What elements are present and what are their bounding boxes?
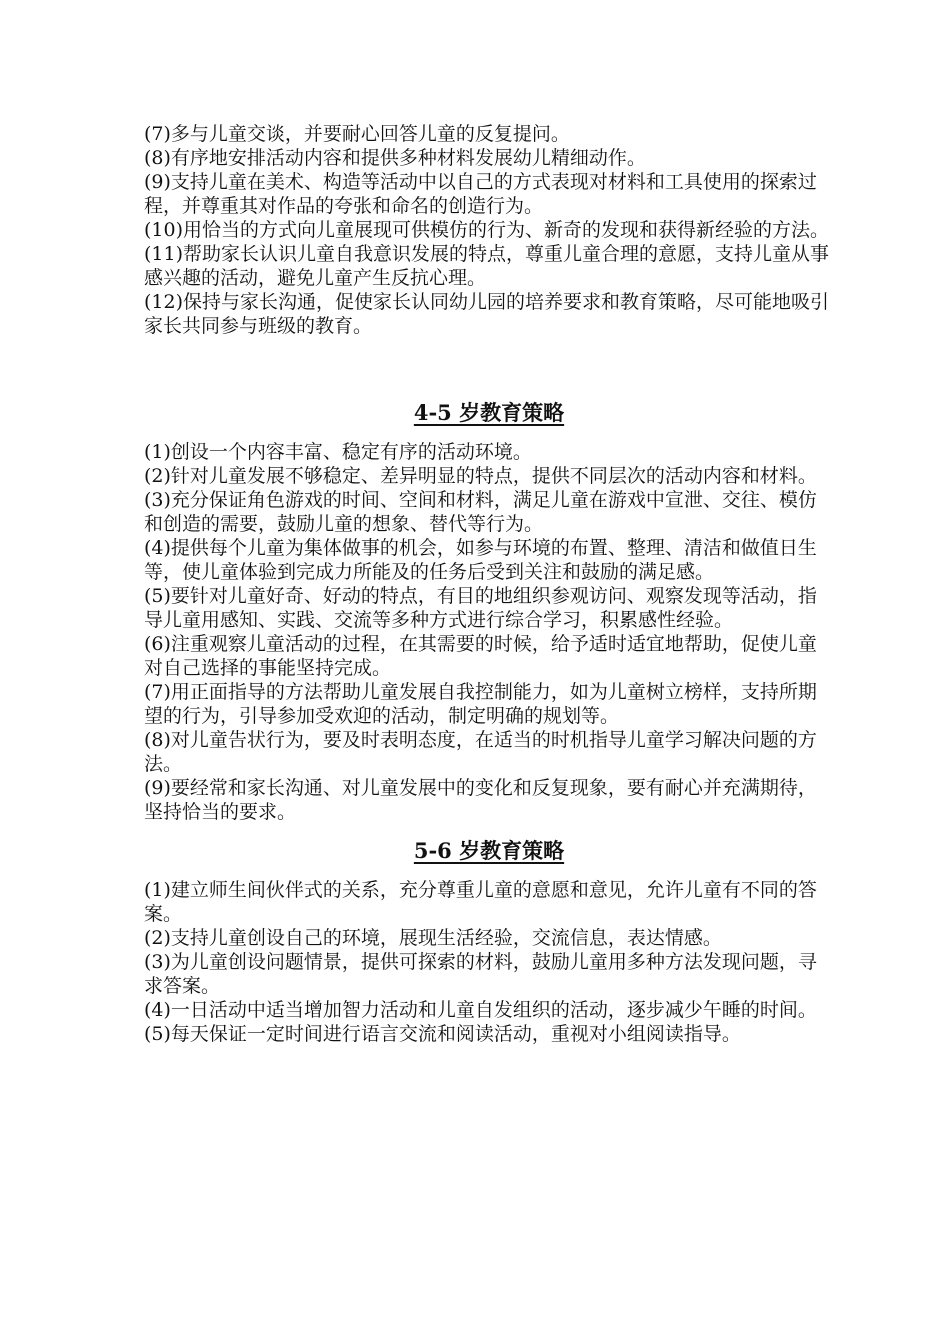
list-item: (10)用恰当的方式向儿童展现可供模仿的行为、新奇的发现和获得新经验的方法。 xyxy=(144,219,830,241)
section-4-5-strategies xyxy=(144,398,834,824)
list-item: (1)创设一个内容丰富、稳定有序的活动环境。 xyxy=(144,441,532,463)
list-item: (5)要针对儿童好奇、好动的特点，有目的地组织参观访问、观察发现等活动，指导儿童用感知、实践、交流等多种方式进行综合学习，积累感性经验。 xyxy=(144,585,817,631)
spacer xyxy=(144,824,834,836)
list-item: (3)为儿童创设问题情景，提供可探索的材料，鼓励儿童用多种方法发现问题，寻求答案。 xyxy=(144,951,817,997)
list-item: (12)保持与家长沟通，促使家长认同幼儿园的培养要求和教育策略，尽可能地吸引家长共同参与班级的教育。 xyxy=(144,291,830,337)
section-title-5-6: 5-6 岁教育策略 xyxy=(413,838,565,863)
list-item: (3)充分保证角色游戏的时间、空间和材料，满足儿童在游戏中宣泄、交往、模仿和创造的需要，鼓励儿童的想象、替代等行为。 xyxy=(144,489,817,535)
section-continued-strategies xyxy=(144,122,834,338)
list-item: (2)支持儿童创设自己的环境，展现生活经验，交流信息，表达情感。 xyxy=(144,927,722,949)
list-item: (9)要经常和家长沟通、对儿童发展中的变化和反复现象，要有耐心并充满期待，坚持恰当的要求。 xyxy=(144,777,817,823)
list-item: (5)每天保证一定时间进行语言交流和阅读活动，重视对小组阅读指导。 xyxy=(144,1023,741,1045)
spacer xyxy=(144,338,834,398)
list-item: (8)对儿童告状行为，要及时表明态度，在适当的时机指导儿童学习解决问题的方法。 xyxy=(144,729,817,775)
list-item: (8)有序地安排活动内容和提供多种材料发展幼儿精细动作。 xyxy=(144,147,646,169)
list-item: (7)用正面指导的方法帮助儿童发展自我控制能力，如为儿童树立榜样，支持所期望的行为，引导参加受欢迎的活动，制定明确的规划等。 xyxy=(144,681,817,727)
list-item: (2)针对儿童发展不够稳定、差异明显的特点，提供不同层次的活动内容和材料。 xyxy=(144,465,817,487)
document-page xyxy=(144,122,834,1046)
list-item: (9)支持儿童在美术、构造等活动中以自己的方式表现对材料和工具使用的探索过程，并尊重其对作品的夸张和命名的创造行为。 xyxy=(144,171,817,217)
list-item: (4)一日活动中适当增加智力活动和儿童自发组织的活动，逐步减少午睡的时间。 xyxy=(144,999,817,1021)
list-item: (7)多与儿童交谈，并要耐心回答儿童的反复提问。 xyxy=(144,123,570,145)
section-5-6-strategies xyxy=(144,836,834,1046)
section-title-4-5: 4-5 岁教育策略 xyxy=(413,400,565,425)
list-item: (4)提供每个儿童为集体做事的机会，如参与环境的布置、整理、清洁和做值日生等，使儿童体验到完成力所能及的任务后受到关注和鼓励的满足感。 xyxy=(144,537,817,583)
list-item: (1)建立师生间伙伴式的关系，充分尊重儿童的意愿和意见，允许儿童有不同的答案。 xyxy=(144,879,817,925)
list-item: (11)帮助家长认识儿童自我意识发展的特点，尊重儿童合理的意愿，支持儿童从事感兴趣的活动，避免儿童产生反抗心理。 xyxy=(144,243,830,289)
list-item: (6)注重观察儿童活动的过程，在其需要的时候，给予适时适宜地帮助，促使儿童对自己选择的事能坚持完成。 xyxy=(144,633,817,679)
